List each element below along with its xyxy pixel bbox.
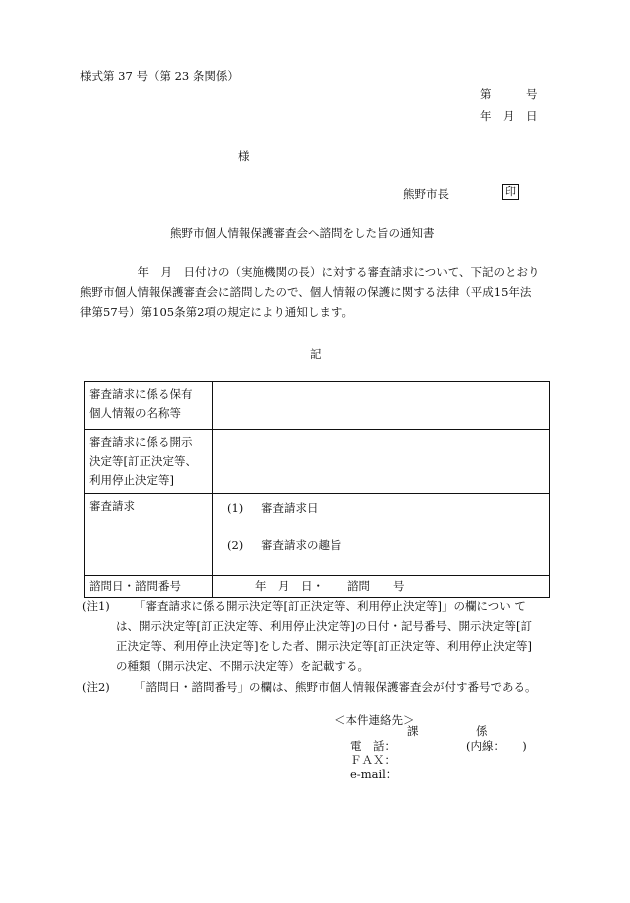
item-text: 審査請求日 xyxy=(261,501,319,515)
note-1-line: は、開示決定等[訂正決定等、利用停止決定等]の日付・記号番号、開示決定等[訂 xyxy=(116,619,532,633)
table-row xyxy=(85,494,550,576)
table-label-cell: 諮問日・諮問番号 xyxy=(85,576,213,598)
seal-label: 印 xyxy=(502,184,519,200)
table-row xyxy=(85,382,550,430)
note-2-text: 「諮問日・諮問番号」の欄は、熊野市個人情報保護審査会が付す番号である。 xyxy=(134,680,537,694)
table-value-cell xyxy=(213,430,550,494)
table-label-cell xyxy=(85,382,213,430)
cell-line: 審査請求に係る保有 xyxy=(89,387,193,401)
table-label-cell: 審査請求 xyxy=(85,494,213,576)
table-value-cell xyxy=(213,494,550,576)
body-line: 律第57号）第105条第2項の規定により通知します。 xyxy=(80,305,353,319)
item-number: (1) xyxy=(227,501,244,515)
note-2-label: (注2) xyxy=(82,680,110,694)
cell-line: 決定等[訂正決定等、 xyxy=(89,454,197,468)
contact-fax-label: ＦＡＸ： xyxy=(350,753,396,767)
note-1-line: 正決定等、利用停止決定等]をした者、開示決定等[訂正決定等、利用停止決定等] xyxy=(116,639,532,653)
form-number: 様式第 37 号（第 23 条関係） xyxy=(80,69,239,83)
contact-email-label: e-mail： xyxy=(350,767,398,781)
body-text xyxy=(80,262,550,322)
contact-section: 課 係 xyxy=(407,724,488,738)
note-1-line: 「審査請求に係る開示決定等[訂正決定等、利用停止決定等]」の欄につい て xyxy=(134,599,526,613)
item-number: (2) xyxy=(227,538,244,552)
note-1-line: の種類（開示決定、不開示決定等）を記載する。 xyxy=(116,659,369,673)
contact-heading: ＜本件連絡先＞ xyxy=(334,713,415,727)
document-date: 年 月 日 xyxy=(480,109,538,123)
table-value-cell xyxy=(213,382,550,430)
contact-extension: (内線： ) xyxy=(466,739,527,753)
record-table xyxy=(84,381,550,598)
item-text: 審査請求の趣旨 xyxy=(261,538,342,552)
contact-phone-label: 電 話： xyxy=(350,739,396,753)
table-label-cell xyxy=(85,430,213,494)
addressee-suffix: 様 xyxy=(238,149,250,163)
body-line: 年 月 日付けの（実施機関の長）に対する審査請求について、下記のとおり xyxy=(126,265,540,279)
seal-mark xyxy=(502,184,519,200)
note-1-label: (注1) xyxy=(82,599,110,613)
body-line: 熊野市個人情報保護審査会に諮問したので、個人情報の保護に関する法律（平成15年法 xyxy=(80,285,532,299)
review-request-date-item xyxy=(227,499,545,518)
sender-name: 熊野市長 xyxy=(403,187,449,201)
table-value-cell: 年 月 日・ 諮問 号 xyxy=(213,576,550,598)
ki-heading: 記 xyxy=(310,347,322,361)
cell-line: 個人情報の名称等 xyxy=(89,406,181,420)
cell-line: 利用停止決定等] xyxy=(89,473,174,487)
review-request-purpose-item xyxy=(227,536,545,555)
table-row xyxy=(85,576,550,598)
table-row xyxy=(85,430,550,494)
document-number: 第 号 xyxy=(480,87,538,101)
cell-line: 審査請求に係る開示 xyxy=(89,435,193,449)
document-title: 熊野市個人情報保護審査会へ諮問をした旨の通知書 xyxy=(170,226,435,240)
